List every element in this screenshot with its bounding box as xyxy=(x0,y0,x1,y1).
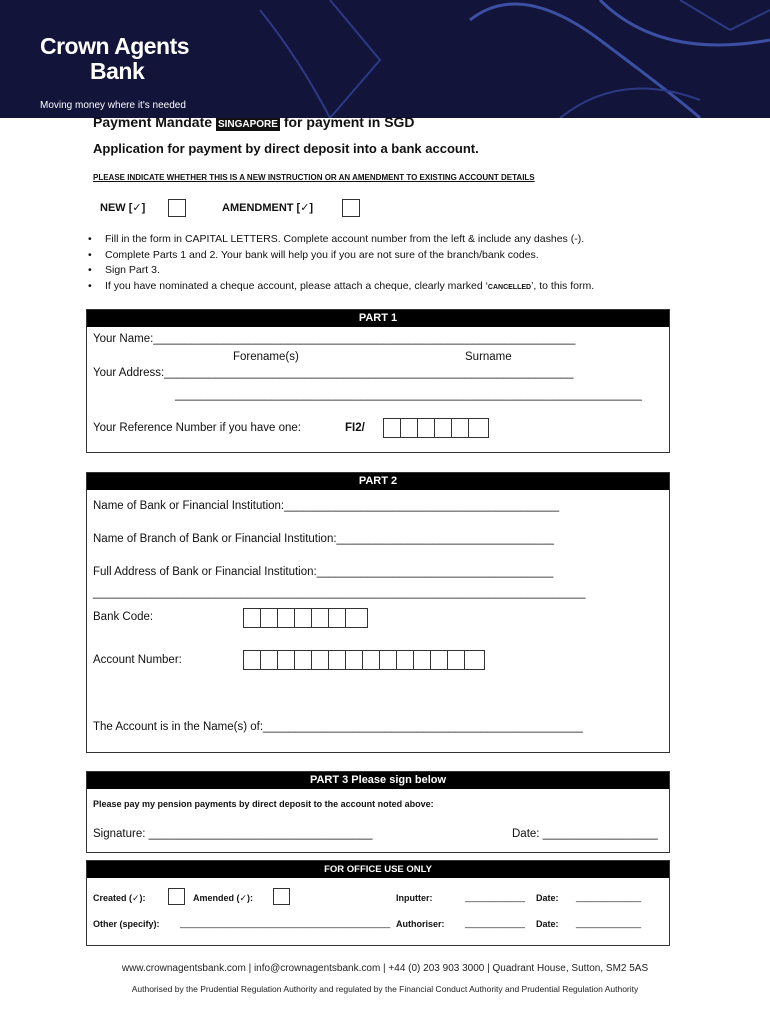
bullet-text: Complete Parts 1 and 2. Your bank will help you if you are not sure of the branch/bank codes. xyxy=(105,248,539,261)
char-box[interactable] xyxy=(295,609,312,627)
part3-heading: PART 3 Please sign below xyxy=(87,772,669,789)
bank-code-boxes[interactable] xyxy=(243,608,368,628)
char-box[interactable] xyxy=(346,651,363,669)
other-specify-field[interactable]: __________________________________________ xyxy=(180,918,391,928)
bullet-text: If you have nominated a cheque account, please attach a cheque, clearly marked ‘ xyxy=(105,279,488,292)
char-box[interactable] xyxy=(469,419,488,437)
part3-panel xyxy=(86,771,670,853)
office-use-heading: FOR OFFICE USE ONLY xyxy=(87,861,669,878)
authoriser-date-label: Date: xyxy=(536,919,559,929)
bank-code-label: Bank Code: xyxy=(93,611,154,623)
inputter-date-field[interactable]: _____________ xyxy=(576,892,642,902)
branch-name-field[interactable]: Name of Branch of Bank or Financial Institution:__________________________________ xyxy=(93,533,554,545)
title-country-highlight: SINGAPORE xyxy=(217,119,278,130)
title-prefix: Payment Mandate xyxy=(93,114,213,130)
part2-heading: PART 2 xyxy=(87,473,669,490)
char-box[interactable] xyxy=(278,651,295,669)
new-checkbox[interactable] xyxy=(168,199,186,217)
list-item xyxy=(88,232,594,248)
title-suffix: for payment in SGD xyxy=(283,114,415,130)
account-holder-names-field[interactable]: The Account is in the Name(s) of:__________________________________________________ xyxy=(93,721,583,733)
char-box[interactable] xyxy=(261,651,278,669)
bullet-text: Fill in the form in CAPITAL LETTERS. Complete account number from the left & include any dashes (-). xyxy=(105,233,585,245)
your-address-field[interactable]: Your Address:________________________________________________________________ xyxy=(93,367,574,379)
your-name-field[interactable]: Your Name:__________________________________________________________________ xyxy=(93,333,576,345)
signature-date-field[interactable]: Date: __________________ xyxy=(512,828,658,840)
authoriser-label: Authoriser: xyxy=(396,919,445,929)
inputter-field[interactable]: ____________ xyxy=(465,892,526,902)
instruction-text: PLEASE INDICATE WHETHER THIS IS A NEW INSTRUCTION OR AN AMENDMENT TO EXISTING ACCOUNT DETAILS xyxy=(93,173,535,182)
char-box[interactable] xyxy=(329,609,346,627)
new-option-label: NEW [✓] xyxy=(100,202,146,214)
char-box[interactable] xyxy=(397,651,414,669)
instruction-list xyxy=(88,232,594,295)
signature-field[interactable]: Signature: ___________________________________ xyxy=(93,828,373,840)
forename-caption: Forename(s) xyxy=(233,351,299,363)
char-box[interactable] xyxy=(244,609,261,627)
account-number-boxes[interactable] xyxy=(243,650,485,670)
list-item xyxy=(88,263,594,279)
char-box[interactable] xyxy=(244,651,261,669)
document-title xyxy=(93,114,415,130)
char-box[interactable] xyxy=(278,609,295,627)
char-box[interactable] xyxy=(414,651,431,669)
amendment-checkbox[interactable] xyxy=(342,199,360,217)
list-item xyxy=(88,248,594,264)
authoriser-field[interactable]: ____________ xyxy=(465,918,526,928)
char-box[interactable] xyxy=(452,419,469,437)
char-box[interactable] xyxy=(295,651,312,669)
inputter-date-label: Date: xyxy=(536,893,559,903)
bank-address-field[interactable]: Full Address of Bank or Financial Institution:_____________________________________ xyxy=(93,566,554,578)
part2-panel xyxy=(86,472,670,753)
inputter-label: Inputter: xyxy=(396,893,433,903)
surname-caption: Surname xyxy=(465,351,512,363)
list-item xyxy=(88,279,594,296)
part1-heading: PART 1 xyxy=(87,310,669,327)
char-box[interactable] xyxy=(346,609,367,627)
char-box[interactable] xyxy=(431,651,448,669)
other-specify-label: Other (specify): xyxy=(93,919,160,929)
reference-number-boxes[interactable] xyxy=(383,418,489,438)
bullet-text: ’, to this form. xyxy=(531,279,595,292)
amendment-option-label: AMENDMENT [✓] xyxy=(222,202,314,214)
document-subtitle: Application for payment by direct deposit into a bank account. xyxy=(93,141,479,156)
authoriser-date-field[interactable]: _____________ xyxy=(576,918,642,928)
char-box[interactable] xyxy=(418,419,435,437)
bank-name-field[interactable]: Name of Bank or Financial Institution:___________________________________________ xyxy=(93,500,560,512)
logo-text-line2: Bank xyxy=(90,58,145,84)
created-checkbox[interactable] xyxy=(168,888,185,905)
payment-statement: Please pay my pension payments by direct deposit to the account noted above: xyxy=(93,799,434,809)
footer-regulation: Authorised by the Prudential Regulation Authority and regulated by the Financial Conduct Authority and Prudential Regulation Authority xyxy=(131,984,639,994)
header-banner xyxy=(0,0,770,118)
char-box[interactable] xyxy=(312,651,329,669)
bullet-text: Sign Part 3. xyxy=(105,264,160,276)
reference-prefix: FI2/ xyxy=(345,422,365,434)
char-box[interactable] xyxy=(384,419,401,437)
char-box[interactable] xyxy=(363,651,380,669)
address-line-2[interactable]: _________________________________________________________________________ xyxy=(175,389,642,401)
reference-label: Your Reference Number if you have one: xyxy=(93,422,301,434)
char-box[interactable] xyxy=(401,419,418,437)
char-box[interactable] xyxy=(380,651,397,669)
amended-label: Amended (✓): xyxy=(193,893,254,903)
cancelled-mark: CANCELLED xyxy=(487,283,532,291)
tagline: Moving money where it's needed xyxy=(40,100,186,111)
created-label: Created (✓): xyxy=(93,893,146,903)
bank-address-line-2[interactable]: _____________________________________________________________________________ xyxy=(93,587,586,599)
char-box[interactable] xyxy=(448,651,465,669)
char-box[interactable] xyxy=(261,609,278,627)
account-number-label: Account Number: xyxy=(93,654,182,666)
char-box[interactable] xyxy=(435,419,452,437)
logo-text-line1: Crown Agents xyxy=(40,33,190,59)
amended-checkbox[interactable] xyxy=(273,888,290,905)
char-box[interactable] xyxy=(465,651,484,669)
char-box[interactable] xyxy=(312,609,329,627)
char-box[interactable] xyxy=(329,651,346,669)
footer-contact: www.crownagentsbank.com | info@crownagentsbank.com | +44 (0) 203 903 3000 | Quadrant House, Sutton, SM2 5AS xyxy=(121,963,649,974)
